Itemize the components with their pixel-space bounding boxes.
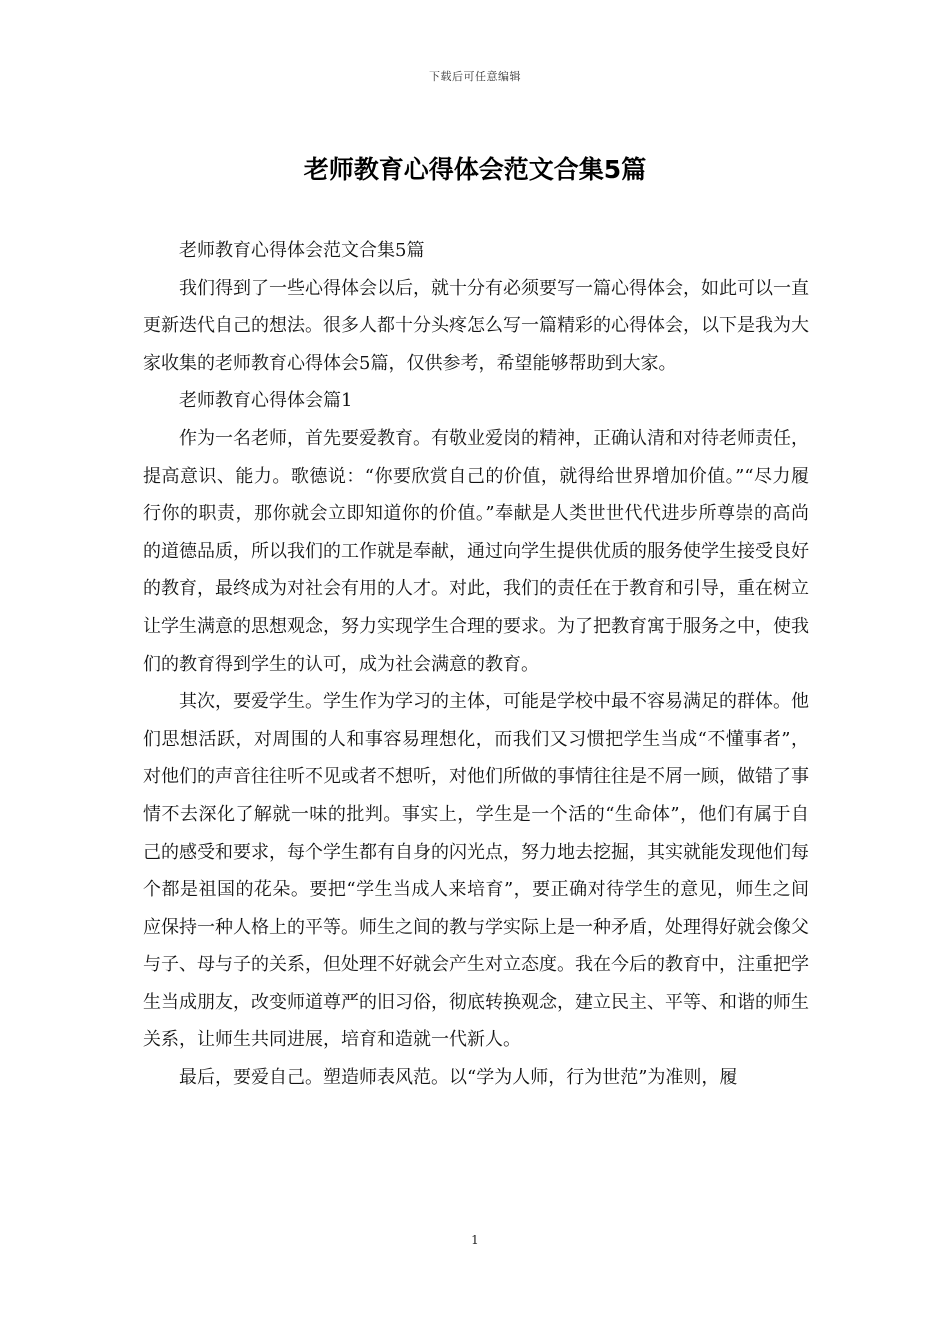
document-title: 老师教育心得体会范文合集5篇 [303, 155, 647, 184]
section-heading: 老师教育心得体会篇1 [179, 390, 353, 412]
header-note: 下载后可任意编辑 [429, 70, 521, 83]
body-paragraph: 作为一名老师，首先要爱教育。有敬业爱岗的精神，正确认清和对待老师责任，提高意识、能力。歌德说：“你要欣赏自己的价值，就得给世界增加价值。”“尽力履行你的职责，那你就会立即知道你的价值。”奉献是人类世世代代进步所尊崇的高尚的道德品质，所以我们的工作就是奉献，通过向学生提供优质的服务使学生接受良好的教育，最终成为对社会有用的人才。对此，我们的责任在于教育和引导，重在树立让学生满意的思想观念，努力实现学生合理的要求。为了把教育寓于服务之中，使我们的教育得到学生的认可，成为社会满意的教育。 [143, 427, 809, 675]
document-body [143, 232, 809, 1097]
intro-paragraph: 我们得到了一些心得体会以后，就十分有必须要写一篇心得体会，如此可以一直更新迭代自己的想法。很多人都十分头疼怎么写一篇精彩的心得体会，以下是我为大家收集的老师教育心得体会5篇，仅供参考，希望能够帮助到大家。 [143, 277, 809, 374]
subtitle-paragraph: 老师教育心得体会范文合集5篇 [179, 240, 425, 261]
body-paragraph: 其次，要爱学生。学生作为学习的主体，可能是学校中最不容易满足的群体。他们思想活跃，对周围的人和事容易理想化，而我们又习惯把学生当成“不懂事者”，对他们的声音往往听不见或者不想听，对他们所做的事情往往是不屑一顾，做错了事情不去深化了解就一味的批判。事实上，学生是一个活的“生命体”，他们有属于自己的感受和要求，每个学生都有自身的闪光点，努力地去挖掘，其实就能发现他们每个都是祖国的花朵。要把“学生当成人来培育”，要正确对待学生的意见，师生之间应保持一种人格上的平等。师生之间的教与学实际上是一种矛盾，处理得好就会像父与子、母与子的关系，但处理不好就会产生对立态度。我在今后的教育中，注重把学生当成朋友，改变师道尊严的旧习俗，彻底转换观念，建立民主、平等、和谐的师生关系，让师生共同进展，培育和造就一代新人。 [143, 691, 809, 1051]
body-paragraph: 最后，要爱自己。塑造师表风范。以“学为人师，行为世范”为准则，履 [179, 1067, 738, 1089]
page-number: 1 [471, 1233, 479, 1247]
